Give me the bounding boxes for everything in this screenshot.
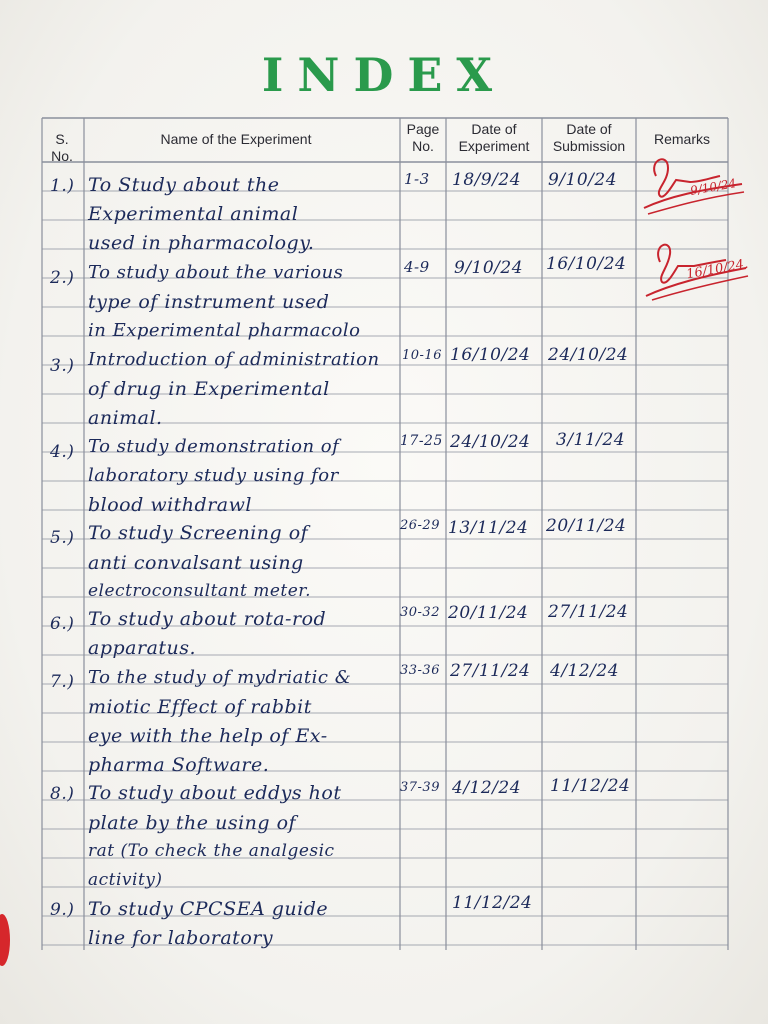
row-8-sno: 8.) bbox=[50, 784, 75, 804]
row-1-line-2: Experimental animal bbox=[88, 203, 299, 225]
row-4-line-2: laboratory study using for bbox=[88, 465, 339, 486]
row-7-date-submission: 4/12/24 bbox=[550, 661, 620, 681]
row-3-line-2: of drug in Experimental bbox=[88, 378, 330, 400]
row-7-line-3: eye with the help of Ex- bbox=[88, 725, 328, 747]
row-2-date-submission: 16/10/24 bbox=[546, 254, 627, 274]
row-5-line-3: electroconsultant meter. bbox=[88, 581, 311, 601]
row-3-date-submission: 24/10/24 bbox=[548, 345, 629, 365]
row-3-date-experiment: 16/10/24 bbox=[450, 345, 531, 365]
row-9-line-2: line for laboratory bbox=[88, 927, 274, 949]
row-3-page: 10-16 bbox=[402, 348, 442, 363]
row-2-line-2: type of instrument used bbox=[88, 291, 330, 313]
row-8-page: 37-39 bbox=[400, 780, 440, 795]
header-page: Page No. bbox=[406, 121, 440, 154]
row-8-line-4: activity) bbox=[88, 870, 163, 890]
row-4-date-experiment: 24/10/24 bbox=[450, 432, 531, 452]
row-7-line-2: miotic Effect of rabbit bbox=[88, 696, 312, 718]
row-2-line-3: in Experimental pharmacolo bbox=[88, 320, 361, 341]
row-7-line-1: To the study of mydriatic & bbox=[88, 667, 352, 688]
row-4-line-1: To study demonstration of bbox=[88, 436, 340, 457]
row-6-line-1: To study about rota-rod bbox=[88, 608, 327, 630]
row-6-date-experiment: 20/11/24 bbox=[448, 603, 529, 623]
row-4-page: 17-25 bbox=[400, 433, 443, 449]
row-5-sno: 5.) bbox=[50, 528, 75, 548]
row-1-line-1: To Study about the bbox=[88, 174, 280, 196]
row-9-date-experiment: 11/12/24 bbox=[452, 893, 533, 913]
row-2-line-1: To study about the various bbox=[88, 262, 344, 283]
header-remarks: Remarks bbox=[653, 131, 710, 147]
row-9-sno: 9.) bbox=[50, 900, 75, 920]
row-8-line-2: plate by the using of bbox=[88, 812, 297, 834]
row-9-line-1: To study CPCSEA guide bbox=[88, 898, 329, 920]
row-4-sno: 4.) bbox=[50, 442, 75, 462]
row-7-date-experiment: 27/11/24 bbox=[450, 661, 531, 681]
row-7-line-4: pharma Software. bbox=[88, 754, 270, 776]
row-8-line-3: rat (To check the analgesic bbox=[88, 841, 335, 861]
row-2-page: 4-9 bbox=[404, 258, 430, 276]
row-7-sno: 7.) bbox=[50, 672, 75, 692]
row-4-date-submission: 3/11/24 bbox=[556, 430, 626, 450]
row-5-line-2: anti convalsant using bbox=[88, 552, 304, 574]
row-2-sno: 2.) bbox=[50, 268, 75, 288]
row-6-date-submission: 27/11/24 bbox=[548, 602, 629, 622]
header-sno: S. No. bbox=[51, 131, 73, 164]
header-name: Name of the Experiment bbox=[160, 131, 312, 147]
row-1-sno: 1.) bbox=[50, 176, 75, 196]
row-6-page: 30-32 bbox=[400, 605, 440, 620]
row-6-line-2: apparatus. bbox=[88, 637, 197, 659]
row-5-date-experiment: 13/11/24 bbox=[448, 518, 529, 538]
red-margin-mark bbox=[0, 900, 20, 980]
row-5-date-submission: 20/11/24 bbox=[546, 516, 627, 536]
remark-2-date: 16/10/24. bbox=[685, 256, 750, 283]
header-date-experiment: Date of Experiment bbox=[458, 121, 530, 154]
remark-1-date: 9/10/24 bbox=[689, 176, 738, 198]
row-5-page: 26-29 bbox=[400, 518, 440, 533]
row-1-page: 1-3 bbox=[404, 170, 430, 188]
header-date-submission: Date of Submission bbox=[552, 121, 626, 154]
row-8-line-1: To study about eddys hot bbox=[88, 782, 342, 804]
row-2-date-experiment: 9/10/24 bbox=[454, 258, 524, 278]
row-7-page: 33-36 bbox=[400, 663, 440, 678]
row-4-line-3: blood withdrawl bbox=[88, 494, 252, 516]
row-3-line-1: Introduction of administration bbox=[88, 349, 380, 370]
row-8-date-experiment: 4/12/24 bbox=[452, 778, 522, 798]
row-5-line-1: To study Screening of bbox=[88, 522, 309, 544]
page-title: INDEX bbox=[261, 48, 507, 102]
row-3-line-3: animal. bbox=[88, 407, 163, 429]
row-8-date-submission: 11/12/24 bbox=[550, 776, 631, 796]
row-6-sno: 6.) bbox=[50, 614, 75, 634]
row-3-sno: 3.) bbox=[50, 356, 75, 376]
row-1-date-submission: 9/10/24 bbox=[548, 170, 618, 190]
row-1-line-3: used in pharmacology. bbox=[88, 232, 315, 254]
row-1-date-experiment: 18/9/24 bbox=[452, 170, 522, 190]
